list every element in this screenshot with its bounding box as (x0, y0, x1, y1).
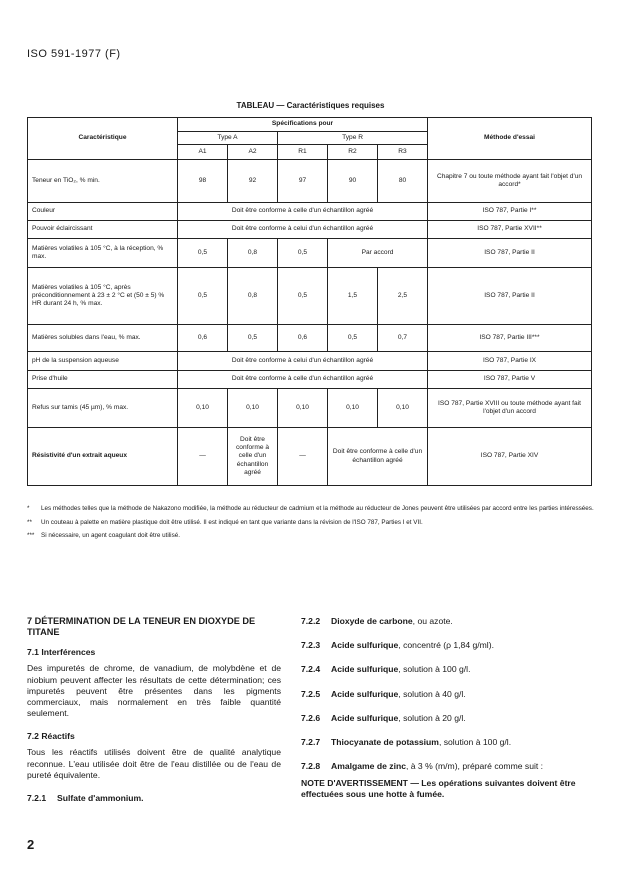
table-row (28, 160, 592, 203)
footnote-text: Les méthodes telles que la méthode de Nakazono modifiée, la méthode au réducteur de cadmium et la méthode au réducteur de Jones peuvent être utilisées par accord entre les parties intéressées. (41, 505, 594, 512)
header-methode: Méthode d'essai (428, 118, 592, 160)
cell-span: Doit être conforme à celle d'un échantillon agréé (178, 203, 428, 221)
item-number: 7.2.1 (27, 792, 47, 803)
reagent-name: Acide sulfurique (331, 712, 399, 723)
col-r1: R1 (278, 145, 328, 160)
item-number: 7.2.6 (301, 712, 321, 723)
section-7-1-text: Des impuretés de chrome, de vanadium, de molybdène et de niobium peuvent affecter les résultats de cette détermination; ces impuretés peuvent être présentes dans les pigments commerciaux, mais normalement en très faible quantité seulement. (27, 663, 281, 719)
footnote-text: Un couteau à palette en matière plastique doit être utilisé. Il est indiqué en tant que variante dans la révision de l'ISO 787, Parties I et VII. (41, 518, 423, 526)
footnote (27, 519, 595, 528)
table-caption: TABLEAU — Caractéristiques requises (236, 101, 385, 110)
cell-method: ISO 787, Partie XIV (428, 428, 592, 486)
reagent-name: Acide sulfurique (331, 640, 399, 651)
cell-value: Doit être conforme à celle d'un échantillon agréé (228, 428, 278, 486)
reagent-name: Acide sulfurique (331, 664, 399, 675)
footnote-text: Si nécessaire, un agent coagulant doit être utilisé. (41, 532, 180, 539)
reagent-name: Amalgame de zinc (331, 761, 406, 772)
cell-value: 0,5 (278, 239, 328, 268)
item-number: 7.2.4 (301, 664, 321, 675)
reagent-item (301, 640, 593, 651)
table-row (28, 268, 592, 325)
item-number: 7.2.8 (301, 761, 321, 772)
row-label: Refus sur tamis (45 µm), % max. (28, 389, 178, 428)
footnote-symbol: * (27, 505, 30, 512)
cell-value: — (278, 428, 328, 486)
cell-value: 0,10 (278, 389, 328, 428)
section-7-title: 7 DÉTERMINATION DE LA TENEUR EN DIOXYDE DE TITANE (27, 616, 256, 637)
cell-value: 0,8 (228, 239, 278, 268)
cell-method: ISO 787, Partie I** (428, 203, 592, 221)
item-number: 7.2.7 (301, 736, 321, 747)
table-row (28, 239, 592, 268)
footnote-symbol: *** (27, 532, 35, 539)
col-a1: A1 (178, 145, 228, 160)
specifications-table (27, 117, 592, 486)
cell-value: 0,10 (378, 389, 428, 428)
row-label: Pouvoir éclaircissant (28, 221, 178, 239)
cell-method: ISO 787, Partie XVII** (428, 221, 592, 239)
reagent-item (301, 761, 593, 772)
row-label: Prise d'huile (28, 371, 178, 389)
item-7-2-1 (27, 793, 281, 804)
col-r3: R3 (378, 145, 428, 160)
col-a2: A2 (228, 145, 278, 160)
table-row (28, 325, 592, 352)
cell-method: ISO 787, Partie V (428, 371, 592, 389)
cell-method: ISO 787, Partie XVIII ou toute méthode ayant fait l'objet d'un accord (428, 389, 592, 428)
cell-method: ISO 787, Partie III*** (428, 325, 592, 352)
cell-value: 0,5 (178, 268, 228, 325)
cell-value: 90 (328, 160, 378, 203)
table-row (28, 352, 592, 371)
header-type-r: Type R (278, 132, 428, 145)
cell-span: Doit être conforme à celle d'un échantillon agréé (178, 371, 428, 389)
col-r2: R2 (328, 145, 378, 160)
reagent-detail: , ou azote. (412, 616, 453, 626)
right-column (301, 616, 593, 801)
cell-method: Chapitre 7 ou toute méthode ayant fait l'objet d'un accord* (428, 160, 592, 203)
section-7-2-title: 7.2 Réactifs (27, 731, 75, 742)
cell-value: 0,5 (278, 268, 328, 325)
cell-value: 0,5 (228, 325, 278, 352)
table-row (28, 428, 592, 486)
reagent-item (301, 713, 593, 724)
item-number: 7.2.3 (301, 640, 321, 651)
cell-value: 98 (178, 160, 228, 203)
cell-method: ISO 787, Partie II (428, 239, 592, 268)
reagent-item (301, 737, 593, 748)
row-label: Matières volatiles à 105 °C, à la réception, % max. (28, 239, 178, 268)
cell-value: 92 (228, 160, 278, 203)
item-text: Sulfate d'ammonium. (57, 792, 144, 803)
reagent-detail: , à 3 % (m/m), préparé comme suit : (405, 761, 544, 772)
table-row (28, 203, 592, 221)
item-number: 7.2.5 (301, 688, 321, 699)
reagent-item (301, 689, 593, 700)
reagent-detail: , solution à 20 g/l. (398, 712, 466, 723)
left-column (27, 616, 281, 809)
cell-value: — (178, 428, 228, 486)
footnote (27, 505, 595, 514)
cell-value: 0,10 (328, 389, 378, 428)
document-header: ISO 591-1977 (F) (27, 48, 121, 60)
cell-value: 0,5 (328, 325, 378, 352)
cell-value: 0,8 (228, 268, 278, 325)
cell-value: 0,10 (178, 389, 228, 428)
row-label: Matières solubles dans l'eau, % max. (28, 325, 178, 352)
reagent-name: Acide sulfurique (331, 688, 399, 699)
cell-value: 1,5 (328, 268, 378, 325)
row-label: Résistivité d'un extrait aqueux (28, 428, 178, 486)
reagent-name: Dioxyde de carbone (331, 616, 413, 626)
cell-value: 0,7 (378, 325, 428, 352)
row-label: Teneur en TiO₂, % min. (28, 160, 178, 203)
reagent-item (301, 664, 593, 675)
item-number: 7.2.2 (301, 616, 321, 626)
reagent-item (301, 616, 593, 627)
reagent-name: Thiocyanate de potassium (331, 736, 439, 747)
reagent-detail: , solution à 40 g/l. (398, 688, 466, 699)
cell-value: 0,6 (278, 325, 328, 352)
cell-span: Doit être conforme à celui d'un échantillon agréé (178, 352, 428, 371)
row-label: Matières volatiles à 105 °C, après préconditionnement à 23 ± 2 °C et (50 ± 5) % HR durant 24 h, % max. (28, 268, 178, 325)
cell-value: 97 (278, 160, 328, 203)
table-row (28, 371, 592, 389)
cell-span: Par accord (328, 239, 428, 268)
section-7-2-text: Tous les réactifs utilisés doivent être de qualité analytique reconnue. L'eau utilisée doit être de l'eau distillée ou de l'eau de pureté équivalente. (27, 747, 281, 780)
reagent-detail: , solution à 100 g/l. (438, 736, 512, 747)
header-caracteristique: Caractéristique (28, 118, 178, 160)
reagent-detail: , solution à 100 g/l. (398, 664, 471, 675)
warning-note: NOTE D'AVERTISSEMENT — Les opérations suivantes doivent être effectuées sous une hotte à fumée. (301, 778, 576, 800)
cell-method: ISO 787, Partie II (428, 268, 592, 325)
table-row (28, 389, 592, 428)
cell-value: 0,6 (178, 325, 228, 352)
cell-method: ISO 787, Partie IX (428, 352, 592, 371)
section-7-1-title: 7.1 Interférences (27, 647, 96, 658)
page-number: 2 (27, 837, 35, 852)
cell-span: Doit être conforme à celle d'un échantillon agréé (328, 428, 428, 486)
cell-value: 2,5 (378, 268, 428, 325)
row-label: Couleur (28, 203, 178, 221)
cell-value: 0,10 (228, 389, 278, 428)
table-row (28, 221, 592, 239)
cell-value: 80 (378, 160, 428, 203)
table-footnotes (27, 505, 595, 546)
footnote (27, 532, 595, 541)
cell-span: Doit être conforme à celui d'un échantillon agréé (178, 221, 428, 239)
reagent-detail: , concentré (ρ 1,84 g/ml). (398, 640, 494, 651)
row-label: pH de la suspension aqueuse (28, 352, 178, 371)
header-type-a: Type A (178, 132, 278, 145)
footnote-symbol: ** (27, 518, 32, 526)
cell-value: 0,5 (178, 239, 228, 268)
header-specifications: Spécifications pour (178, 118, 428, 132)
